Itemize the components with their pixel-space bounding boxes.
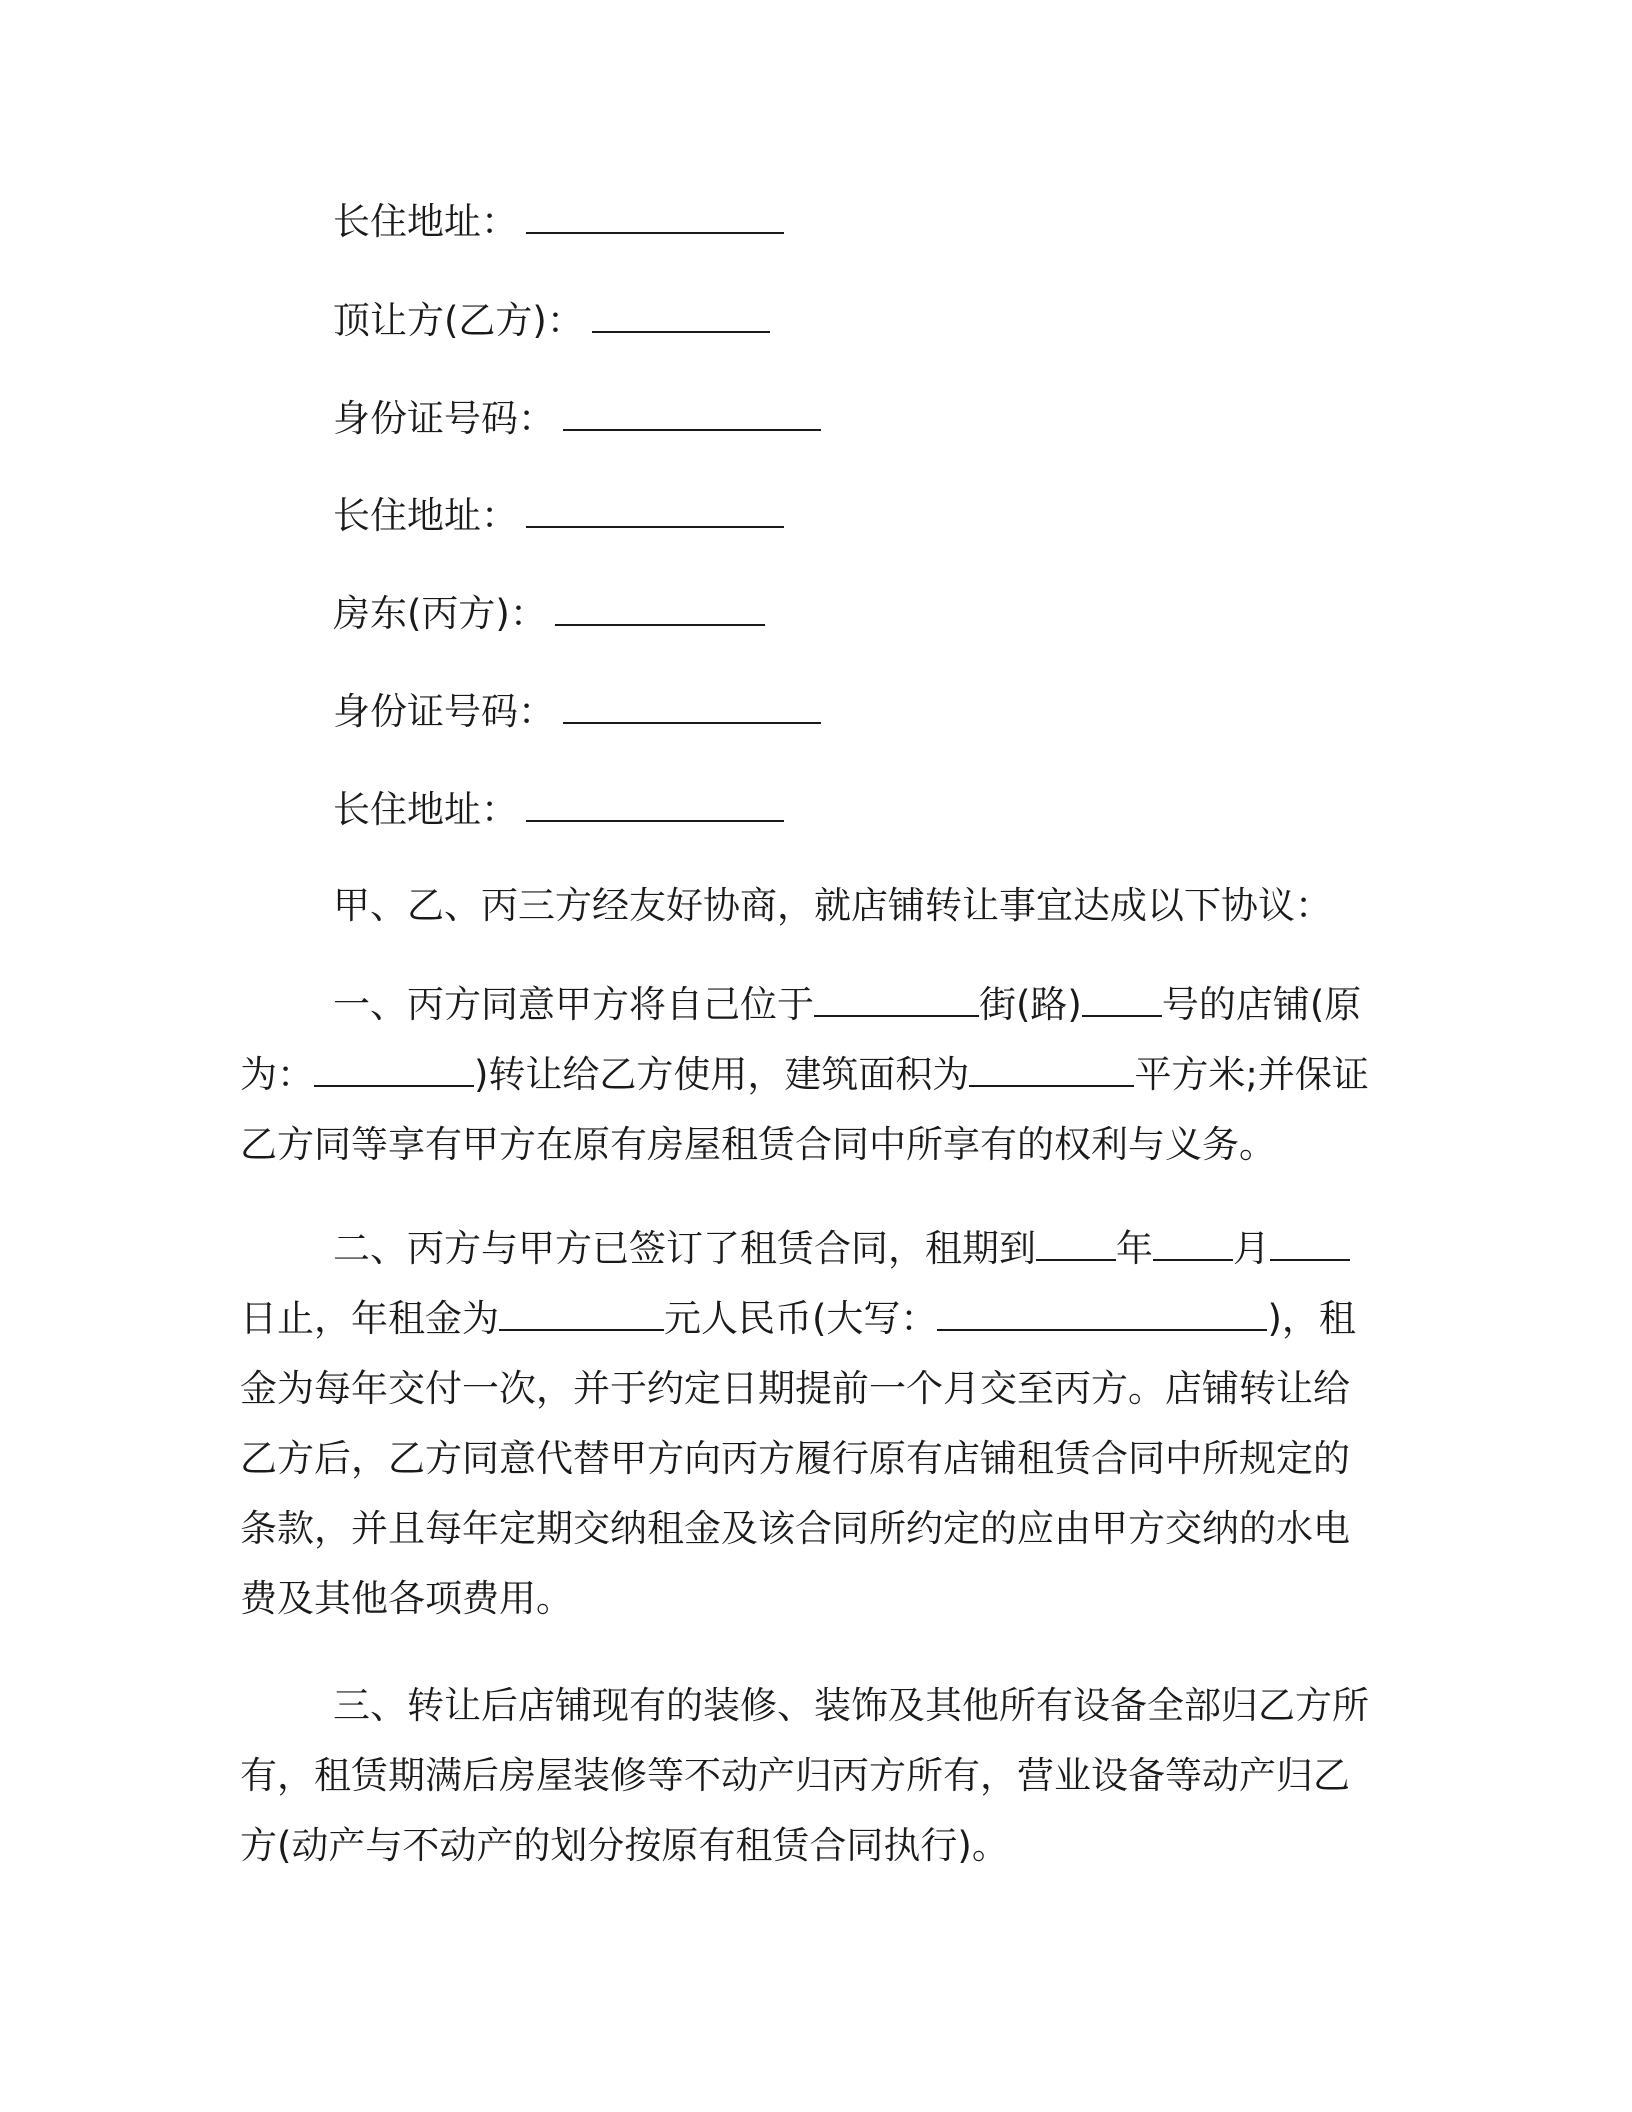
field-label: 身份证号码： (333, 690, 555, 733)
field-label: 顶让方(乙方)： (333, 299, 584, 342)
clause-1 (240, 970, 1380, 1180)
fill-blank[interactable] (1270, 1225, 1350, 1261)
fill-blank[interactable] (563, 688, 821, 724)
clause-text: 月 (1233, 1227, 1270, 1270)
fill-blank[interactable] (526, 786, 784, 822)
field-label: 长住地址： (333, 200, 518, 243)
field-permanent-address-2 (333, 492, 784, 538)
clause-text: 元人民币(大写： (664, 1297, 938, 1340)
fill-blank[interactable] (314, 1051, 474, 1087)
clause-text: )，租 (1267, 1297, 1356, 1340)
field-label: 房东(丙方)： (333, 592, 547, 635)
field-id-number-1 (333, 395, 821, 441)
field-label: 身份证号码： (333, 397, 555, 440)
field-party-b (333, 297, 770, 343)
fill-blank[interactable] (969, 1051, 1134, 1087)
clause-text: 平方米;并保证 (1134, 1053, 1369, 1096)
fill-blank[interactable] (1036, 1225, 1116, 1261)
clause-2 (240, 1214, 1380, 1634)
fill-blank[interactable] (592, 297, 770, 333)
clause-text: 三、转让后店铺现有的装修、装饰及其他所有设备全部归乙方所 (333, 1684, 1369, 1727)
clause-text: 年 (1116, 1227, 1153, 1270)
clause-text: 方(动产与不动产的划分按原有租赁合同执行)。 (240, 1824, 1009, 1867)
fill-blank[interactable] (814, 981, 979, 1017)
field-label: 长住地址： (333, 494, 518, 537)
clause-text: 日止，年租金为 (240, 1297, 499, 1340)
fill-blank[interactable] (555, 590, 765, 626)
field-label: 长住地址： (333, 788, 518, 831)
clause-text: )转让给乙方使用，建筑面积为 (474, 1053, 970, 1096)
clause-text: 乙方同等享有甲方在原有房屋租赁合同中所享有的权利与义务。 (240, 1123, 1276, 1166)
field-permanent-address-1 (333, 198, 784, 244)
clause-text: 一、丙方同意甲方将自己位于 (333, 983, 814, 1026)
fill-blank[interactable] (526, 198, 784, 234)
field-permanent-address-3 (333, 786, 784, 832)
clause-text: 号的店铺(原 (1161, 983, 1362, 1026)
clause-text: 乙方后，乙方同意代替甲方向丙方履行原有店铺租赁合同中所规定的 (240, 1437, 1350, 1480)
clause-text: 街(路) (979, 983, 1082, 1026)
field-landlord-party-c (333, 590, 765, 636)
clause-text: 二、丙方与甲方已签订了租赁合同，租期到 (333, 1227, 1036, 1270)
fill-blank[interactable] (1082, 981, 1162, 1017)
clause-text: 为： (240, 1053, 314, 1096)
clause-text: 有，租赁期满后房屋装修等不动产归丙方所有，营业设备等动产归乙 (240, 1754, 1350, 1797)
fill-blank[interactable] (499, 1295, 664, 1331)
fill-blank[interactable] (937, 1295, 1267, 1331)
fill-blank[interactable] (526, 492, 784, 528)
agreement-intro: 甲、乙、丙三方经友好协商，就店铺转让事宜达成以下协议： (333, 884, 1332, 927)
field-id-number-2 (333, 688, 821, 734)
fill-blank[interactable] (1153, 1225, 1233, 1261)
clause-text: 费及其他各项费用。 (240, 1577, 573, 1620)
fill-blank[interactable] (563, 395, 821, 431)
clause-text: 条款，并且每年定期交纳租金及该合同所约定的应由甲方交纳的水电 (240, 1507, 1350, 1550)
clause-text: 金为每年交付一次，并于约定日期提前一个月交至丙方。店铺转让给 (240, 1367, 1350, 1410)
clause-3 (240, 1671, 1380, 1881)
